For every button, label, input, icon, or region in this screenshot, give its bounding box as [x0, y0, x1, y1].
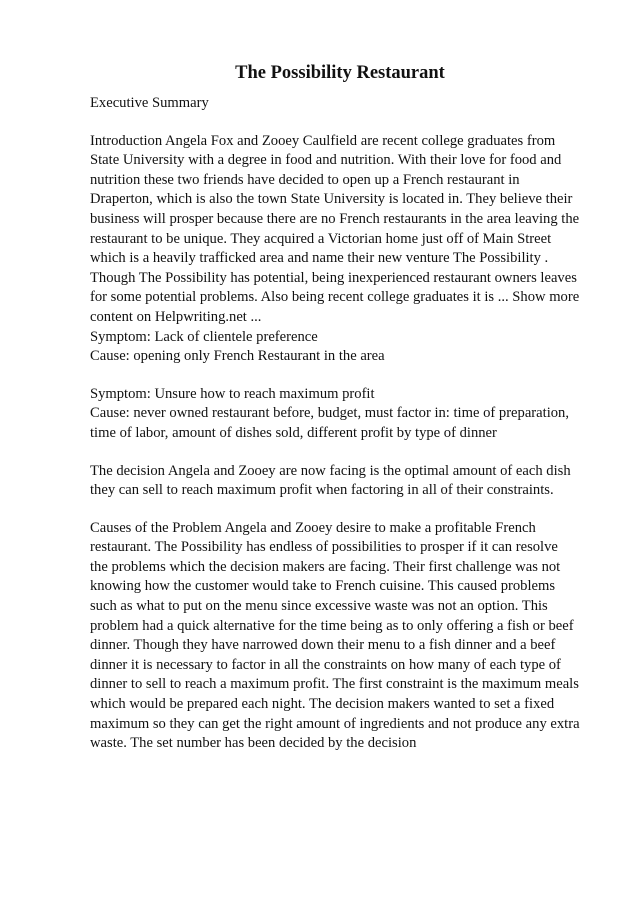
symptom-line: Symptom: Lack of clientele preference [90, 328, 318, 345]
text-line: time of labor, amount of dishes sold, different profit by type of dinner [90, 424, 497, 441]
symptom-paragraph [90, 385, 590, 444]
text-line: restaurant to be unique. They acquired a Victorian home just off of Main Street [90, 230, 552, 247]
text-line: which would be prepared each night. The decision makers wanted to set a fixed [90, 696, 555, 713]
text-line: content on Helpwriting.net ... [90, 308, 262, 325]
document-page [90, 60, 590, 754]
text-line: restaurant. The Possibility has endless of possibilities to prosper if it can resolve [90, 539, 558, 556]
text-line: The decision Angela and Zooey are now facing is the optimal amount of each dish [90, 462, 571, 479]
text-line: dinner. Though they have narrowed down their menu to a fish dinner and a beef [90, 637, 556, 654]
section-heading: Executive Summary [90, 95, 209, 111]
text-line: Causes of the Problem Angela and Zooey desire to make a profitable French [90, 519, 536, 536]
text-line: which is a heavily trafficked area and name their new venture The Possibility . [90, 250, 549, 267]
document-title: The Possibility Restaurant [235, 63, 445, 83]
text-line: problem had a quick alternative for the time being as to only offering a fish or beef [90, 617, 574, 634]
text-line: such as what to put on the menu since excessive waste was not an option. This [90, 598, 548, 615]
decision-paragraph [90, 462, 590, 501]
text-line: nutrition these two friends have decided to open up a French restaurant in [90, 171, 520, 188]
text-line: Introduction Angela Fox and Zooey Caulfield are recent college graduates from [90, 132, 556, 149]
text-line: Though The Possibility has potential, being inexperienced restaurant owners leaves [90, 269, 577, 286]
text-line: maximum so they can get the right amount of ingredients and not produce any extra [90, 715, 580, 732]
intro-paragraph [90, 132, 590, 367]
text-line: they can sell to reach maximum profit when factoring in all of their constraints. [90, 482, 554, 499]
symptom-line: Symptom: Unsure how to reach maximum profit [90, 385, 375, 402]
text-line: dinner to sell to reach a maximum profit. The first constraint is the maximum meals [90, 676, 579, 693]
text-line: for some potential problems. Also being recent college graduates it is ... Show more [90, 289, 580, 306]
text-line: the problems which the decision makers are facing. Their first challenge was not [90, 558, 561, 575]
text-line: knowing how the customer would take to French cuisine. This caused problems [90, 578, 556, 595]
cause-line: Cause: never owned restaurant before, budget, must factor in: time of preparation, [90, 405, 569, 422]
text-line: business will prosper because there are no French restaurants in the area leaving the [90, 210, 580, 227]
text-line: Draperton, which is also the town State University is located in. They believe their [90, 191, 573, 208]
text-line: dinner it is necessary to factor in all the constraints on how many of each type of [90, 656, 561, 673]
causes-paragraph [90, 519, 590, 754]
text-line: waste. The set number has been decided by the decision [90, 735, 417, 752]
cause-line: Cause: opening only French Restaurant in the area [90, 348, 385, 365]
text-line: State University with a degree in food and nutrition. With their love for food and [90, 152, 562, 169]
